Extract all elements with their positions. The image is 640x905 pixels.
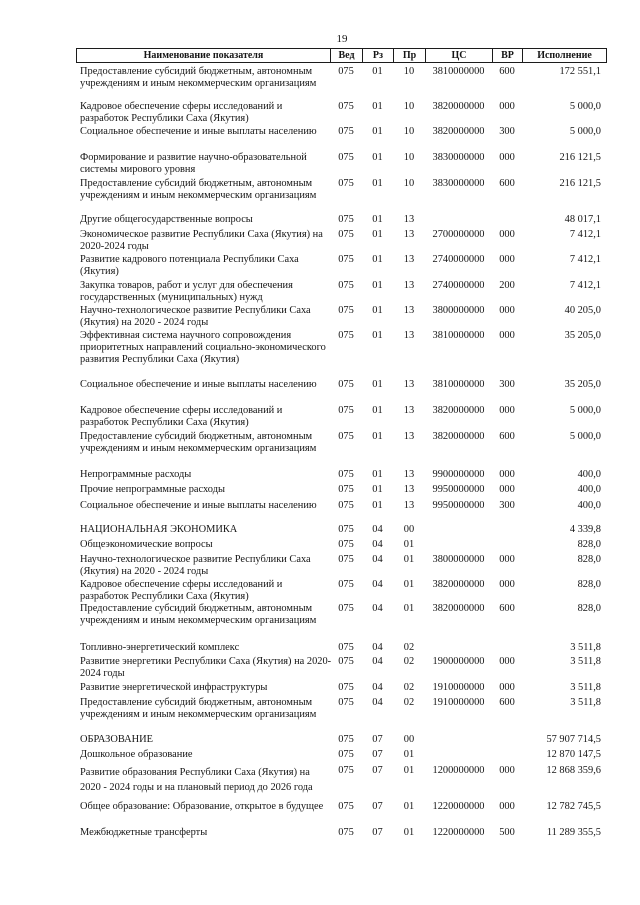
row-name-line: разработок Республики Саха (Якутия)	[80, 591, 249, 602]
row-cs: 9950000000	[432, 500, 485, 511]
row-rz: 04	[372, 682, 383, 693]
row-vr: 000	[499, 656, 515, 667]
table-row	[0, 749, 640, 761]
table-row	[0, 126, 640, 138]
row-name	[80, 254, 330, 278]
row-name-line: Кадровое обеспечение сферы исследований и	[80, 405, 283, 416]
row-ved: 075	[338, 500, 354, 511]
table-row	[0, 405, 640, 428]
row-rz: 07	[372, 765, 383, 776]
row-pr: 13	[403, 330, 415, 341]
row-cs: 3810000000	[432, 379, 485, 390]
table-row	[0, 539, 640, 551]
header-cs: ЦС	[425, 49, 492, 62]
row-name-line: Общеэкономические вопросы	[80, 539, 213, 550]
row-ved: 075	[338, 682, 354, 693]
row-pr: 01	[403, 827, 415, 838]
row-cs: 1220000000	[432, 801, 485, 812]
row-name-line: учреждениям и иным некоммерческим организациям	[80, 78, 317, 89]
row-ved: 075	[338, 330, 354, 341]
row-cs: 3820000000	[432, 126, 485, 137]
row-cs: 3820000000	[432, 405, 485, 416]
row-name	[80, 484, 330, 496]
row-name	[80, 469, 330, 481]
row-vr: 600	[499, 697, 515, 708]
row-rz: 04	[372, 554, 383, 565]
row-rz: 01	[372, 280, 383, 291]
row-pr: 13	[403, 280, 415, 291]
row-name-line: Развитие образования Республики Саха (Якутия) на	[80, 767, 310, 778]
row-cs: 2740000000	[432, 280, 485, 291]
row-name	[80, 330, 330, 366]
row-amount: 5 000,0	[569, 101, 601, 112]
row-vr: 500	[499, 827, 515, 838]
row-ved: 075	[338, 178, 354, 189]
row-pr: 10	[403, 152, 415, 163]
header-amount: Исполнение	[522, 49, 606, 62]
row-name	[80, 827, 330, 839]
row-ved: 075	[338, 66, 354, 77]
row-cs: 1200000000	[432, 765, 485, 776]
row-ved: 075	[338, 603, 354, 614]
row-vr: 000	[499, 101, 515, 112]
row-rz: 01	[372, 214, 383, 225]
row-name	[80, 101, 330, 125]
row-ved: 075	[338, 524, 354, 535]
row-name-line: учреждениям и иным некоммерческим организациям	[80, 709, 317, 720]
table-row	[0, 254, 640, 277]
row-cs: 3820000000	[432, 101, 485, 112]
row-vr: 000	[499, 801, 515, 812]
row-cs: 3800000000	[432, 554, 485, 565]
row-rz: 01	[372, 178, 383, 189]
header-name: Наименование показателя	[143, 50, 264, 61]
row-name-line: Другие общегосударственные вопросы	[80, 214, 253, 225]
table-row	[0, 524, 640, 536]
row-ved: 075	[338, 431, 354, 442]
row-rz: 04	[372, 603, 383, 614]
table-row	[0, 579, 640, 602]
row-pr: 10	[403, 126, 415, 137]
row-rz: 04	[372, 697, 383, 708]
row-name	[80, 765, 330, 795]
row-amount: 172 551,1	[559, 66, 601, 77]
row-pr: 01	[403, 801, 415, 812]
row-ved: 075	[338, 539, 354, 550]
row-name	[80, 697, 330, 721]
row-name	[80, 214, 330, 226]
row-name	[80, 579, 330, 603]
table-row	[0, 214, 640, 226]
row-pr: 10	[403, 66, 415, 77]
header-rz: Рз	[362, 49, 393, 62]
row-name	[80, 539, 330, 551]
row-amount: 828,0	[577, 554, 601, 565]
row-name-line: Дошкольное образование	[80, 749, 193, 760]
row-name-line: Социальное обеспечение и иные выплаты населению	[80, 500, 317, 511]
row-pr: 13	[403, 431, 415, 442]
row-vr: 300	[499, 379, 515, 390]
header-ved: Вед	[330, 49, 362, 62]
row-name-line: Кадровое обеспечение сферы исследований и	[80, 101, 283, 112]
row-vr: 000	[499, 254, 515, 265]
row-name-line: Предоставление субсидий бюджетным, автономным	[80, 603, 313, 614]
row-ved: 075	[338, 801, 354, 812]
row-name	[80, 524, 330, 536]
row-name-line: Научно-технологическое развитие Республики Саха	[80, 554, 311, 565]
row-name-line: учреждениям и иным некоммерческим организациям	[80, 443, 317, 454]
row-name-line: Предоставление субсидий бюджетным, автономным	[80, 178, 313, 189]
row-vr: 600	[499, 431, 515, 442]
row-pr: 01	[403, 554, 415, 565]
row-rz: 01	[372, 431, 383, 442]
row-vr: 000	[499, 229, 515, 240]
row-amount: 216 121,5	[559, 178, 601, 189]
row-name	[80, 749, 330, 761]
row-name	[80, 642, 330, 654]
row-name	[80, 126, 330, 138]
row-amount: 828,0	[577, 539, 601, 550]
row-name-line: Прочие непрограммные расходы	[80, 484, 225, 495]
table-row	[0, 379, 640, 391]
row-name-line: ОБРАЗОВАНИЕ	[80, 734, 154, 745]
row-rz: 01	[372, 330, 383, 341]
row-amount: 400,0	[577, 469, 601, 480]
row-pr: 10	[403, 178, 415, 189]
row-pr: 13	[403, 469, 415, 480]
row-amount: 5 000,0	[569, 431, 601, 442]
row-rz: 01	[372, 405, 383, 416]
row-amount: 7 412,1	[569, 254, 601, 265]
row-ved: 075	[338, 579, 354, 590]
table-row	[0, 484, 640, 496]
row-rz: 04	[372, 656, 383, 667]
row-ved: 075	[338, 126, 354, 137]
row-cs: 3830000000	[432, 178, 485, 189]
row-name-line: учреждениям и иным некоммерческим организациям	[80, 190, 317, 201]
row-amount: 828,0	[577, 579, 601, 590]
row-name-line: (Якутия) на 2020 - 2024 годы	[80, 317, 209, 328]
row-name	[80, 554, 330, 578]
row-vr: 000	[499, 765, 515, 776]
row-pr: 10	[403, 101, 415, 112]
row-ved: 075	[338, 229, 354, 240]
row-name-line: НАЦИОНАЛЬНАЯ ЭКОНОМИКА	[80, 524, 238, 535]
row-cs: 3830000000	[432, 152, 485, 163]
row-name	[80, 152, 330, 176]
table-row	[0, 554, 640, 577]
row-amount: 48 017,1	[564, 214, 601, 225]
row-cs: 1910000000	[432, 682, 485, 693]
row-ved: 075	[338, 554, 354, 565]
row-rz: 07	[372, 749, 383, 760]
row-ved: 075	[338, 379, 354, 390]
row-name-line: Закупка товаров, работ и услуг для обеспечения	[80, 280, 293, 291]
row-cs: 9900000000	[432, 469, 485, 480]
row-name-line: Научно-технологическое развитие Республики Саха	[80, 305, 311, 316]
row-ved: 075	[338, 484, 354, 495]
row-name-line: 2024 годы	[80, 668, 125, 679]
row-name-line: учреждениям и иным некоммерческим организациям	[80, 615, 317, 626]
row-amount: 3 511,8	[570, 642, 601, 653]
row-ved: 075	[338, 697, 354, 708]
table-row	[0, 682, 640, 694]
row-name	[80, 682, 330, 694]
row-ved: 075	[338, 827, 354, 838]
row-pr: 01	[403, 603, 415, 614]
row-name-line: Межбюджетные трансферты	[80, 827, 208, 838]
table-row	[0, 305, 640, 328]
row-name-line: 2020-2024 годы	[80, 241, 149, 252]
row-ved: 075	[338, 656, 354, 667]
row-pr: 13	[403, 484, 415, 495]
row-vr: 000	[499, 305, 515, 316]
row-ved: 075	[338, 749, 354, 760]
row-name	[80, 305, 330, 329]
row-amount: 5 000,0	[569, 126, 601, 137]
row-name	[80, 178, 330, 202]
row-name-line: (Якутия) на 2020 - 2024 годы	[80, 566, 209, 577]
row-ved: 075	[338, 642, 354, 653]
row-ved: 075	[338, 734, 354, 745]
row-amount: 4 339,8	[569, 524, 601, 535]
row-name-line: Общее образование: Образование, открытое в будущее	[80, 801, 324, 812]
row-cs: 3810000000	[432, 66, 485, 77]
row-name-line: системы мирового уровня	[80, 164, 196, 175]
row-amount: 7 412,1	[569, 280, 601, 291]
row-amount: 12 870 147,5	[546, 749, 601, 760]
row-amount: 3 511,8	[570, 697, 601, 708]
row-ved: 075	[338, 214, 354, 225]
row-name	[80, 280, 330, 304]
row-rz: 01	[372, 229, 383, 240]
row-vr: 000	[499, 484, 515, 495]
table-row	[0, 801, 640, 813]
row-amount: 5 000,0	[569, 405, 601, 416]
row-name-line: Формирование и развитие научно-образовательной	[80, 152, 307, 163]
row-rz: 04	[372, 642, 383, 653]
row-rz: 01	[372, 379, 383, 390]
row-pr: 02	[403, 697, 415, 708]
row-cs: 3820000000	[432, 431, 485, 442]
row-pr: 13	[403, 405, 415, 416]
row-name-line: Социальное обеспечение и иные выплаты населению	[80, 126, 317, 137]
row-ved: 075	[338, 469, 354, 480]
row-name-line: Эффективная система научного сопровождения	[80, 330, 292, 341]
row-pr: 13	[403, 229, 415, 240]
row-amount: 828,0	[577, 603, 601, 614]
row-vr: 200	[499, 280, 515, 291]
row-cs: 2700000000	[432, 229, 485, 240]
row-pr: 01	[403, 579, 415, 590]
row-name	[80, 379, 330, 391]
row-pr: 02	[403, 656, 415, 667]
row-amount: 3 511,8	[570, 682, 601, 693]
row-ved: 075	[338, 765, 354, 776]
row-name	[80, 431, 330, 455]
row-rz: 04	[372, 579, 383, 590]
row-vr: 300	[499, 126, 515, 137]
row-rz: 07	[372, 827, 383, 838]
row-amount: 3 511,8	[570, 656, 601, 667]
table-row	[0, 469, 640, 481]
row-name	[80, 500, 330, 512]
row-name-line: 2020 - 2024 годы и на плановый период до 2026 года	[80, 782, 313, 793]
row-amount: 216 121,5	[559, 152, 601, 163]
row-rz: 01	[372, 484, 383, 495]
row-vr: 000	[499, 469, 515, 480]
row-amount: 57 907 714,5	[546, 734, 601, 745]
table-row	[0, 697, 640, 720]
row-rz: 01	[372, 254, 383, 265]
row-name-line: Экономическое развитие Республики Саха (Якутия) на	[80, 229, 323, 240]
row-name	[80, 603, 330, 627]
table-row	[0, 656, 640, 679]
row-rz: 01	[372, 469, 383, 480]
row-vr: 000	[499, 152, 515, 163]
row-vr: 300	[499, 500, 515, 511]
row-cs: 1910000000	[432, 697, 485, 708]
row-name-line: Предоставление субсидий бюджетным, автономным	[80, 66, 313, 77]
table-row	[0, 178, 640, 201]
row-vr: 000	[499, 554, 515, 565]
row-name-line: Топливно-энергетический комплекс	[80, 642, 240, 653]
row-pr: 13	[403, 254, 415, 265]
row-vr: 600	[499, 178, 515, 189]
table-row	[0, 642, 640, 654]
row-vr: 600	[499, 66, 515, 77]
row-rz: 04	[372, 524, 383, 535]
row-ved: 075	[338, 101, 354, 112]
row-name	[80, 734, 330, 746]
row-amount: 400,0	[577, 500, 601, 511]
row-name	[80, 405, 330, 429]
row-rz: 01	[372, 500, 383, 511]
header-vr: ВР	[492, 49, 522, 62]
row-name-line: разработок Республики Саха (Якутия)	[80, 417, 249, 428]
table-row	[0, 229, 640, 252]
header-pr: Пр	[393, 49, 425, 62]
row-vr: 600	[499, 603, 515, 614]
row-rz: 01	[372, 101, 383, 112]
row-ved: 075	[338, 280, 354, 291]
row-name	[80, 801, 330, 813]
page-number: 19	[336, 33, 348, 45]
row-cs: 9950000000	[432, 484, 485, 495]
row-cs: 1220000000	[432, 827, 485, 838]
row-ved: 075	[338, 254, 354, 265]
table-row	[0, 734, 640, 746]
row-amount: 40 205,0	[564, 305, 601, 316]
row-rz: 01	[372, 152, 383, 163]
row-cs: 2740000000	[432, 254, 485, 265]
row-rz: 01	[372, 126, 383, 137]
row-amount: 35 205,0	[564, 330, 601, 341]
row-cs: 3820000000	[432, 603, 485, 614]
row-name-line: Развитие энергетики Республики Саха (Якутия) на 2020-	[80, 656, 332, 667]
row-ved: 075	[338, 405, 354, 416]
table-row	[0, 101, 640, 124]
row-name-line: Предоставление субсидий бюджетным, автономным	[80, 697, 313, 708]
row-amount: 400,0	[577, 484, 601, 495]
row-pr: 01	[403, 749, 415, 760]
row-pr: 13	[403, 379, 415, 390]
row-cs: 3820000000	[432, 579, 485, 590]
row-rz: 07	[372, 734, 383, 745]
row-amount: 12 868 359,6	[546, 765, 601, 776]
row-name-line: Социальное обеспечение и иные выплаты населению	[80, 379, 317, 390]
row-name	[80, 656, 330, 680]
row-name-line: развития Республики Саха (Якутия)	[80, 354, 240, 365]
row-rz: 04	[372, 539, 383, 550]
row-pr: 00	[403, 734, 415, 745]
table-row	[0, 280, 640, 303]
row-name-line: (Якутия)	[80, 266, 119, 277]
row-pr: 01	[403, 539, 415, 550]
row-cs: 3810000000	[432, 330, 485, 341]
table-row	[0, 500, 640, 512]
row-name-line: Кадровое обеспечение сферы исследований и	[80, 579, 283, 590]
row-rz: 01	[372, 305, 383, 316]
row-amount: 35 205,0	[564, 379, 601, 390]
row-name	[80, 66, 330, 90]
row-pr: 01	[403, 765, 415, 776]
row-vr: 000	[499, 579, 515, 590]
row-pr: 02	[403, 682, 415, 693]
table-row	[0, 152, 640, 175]
row-ved: 075	[338, 305, 354, 316]
row-name-line: Непрограммные расходы	[80, 469, 192, 480]
row-vr: 000	[499, 405, 515, 416]
row-vr: 000	[499, 330, 515, 341]
table-row	[0, 330, 640, 365]
row-name	[80, 229, 330, 253]
row-ved: 075	[338, 152, 354, 163]
row-pr: 00	[403, 524, 415, 535]
row-rz: 01	[372, 66, 383, 77]
row-vr: 000	[499, 682, 515, 693]
table-row	[0, 431, 640, 454]
row-name-line: разработок Республики Саха (Якутия)	[80, 113, 249, 124]
table-row	[0, 66, 640, 89]
table-row	[0, 765, 640, 793]
row-amount: 7 412,1	[569, 229, 601, 240]
row-pr: 13	[403, 305, 415, 316]
row-name-line: Предоставление субсидий бюджетным, автономным	[80, 431, 313, 442]
row-name-line: приоритетных направлений социально-экономического	[80, 342, 326, 353]
table-row	[0, 603, 640, 626]
table-row	[0, 827, 640, 839]
row-cs: 1900000000	[432, 656, 485, 667]
row-name-line: Развитие кадрового потенциала Республики Саха	[80, 254, 299, 265]
row-amount: 12 782 745,5	[546, 801, 601, 812]
row-name-line: Развитие энергетической инфраструктуры	[80, 682, 268, 693]
row-pr: 13	[403, 500, 415, 511]
row-cs: 3800000000	[432, 305, 485, 316]
row-name-line: государственных (муниципальных) нужд	[80, 292, 263, 303]
row-pr: 13	[403, 214, 415, 225]
row-pr: 02	[403, 642, 415, 653]
row-rz: 07	[372, 801, 383, 812]
row-amount: 11 289 355,5	[546, 827, 601, 838]
